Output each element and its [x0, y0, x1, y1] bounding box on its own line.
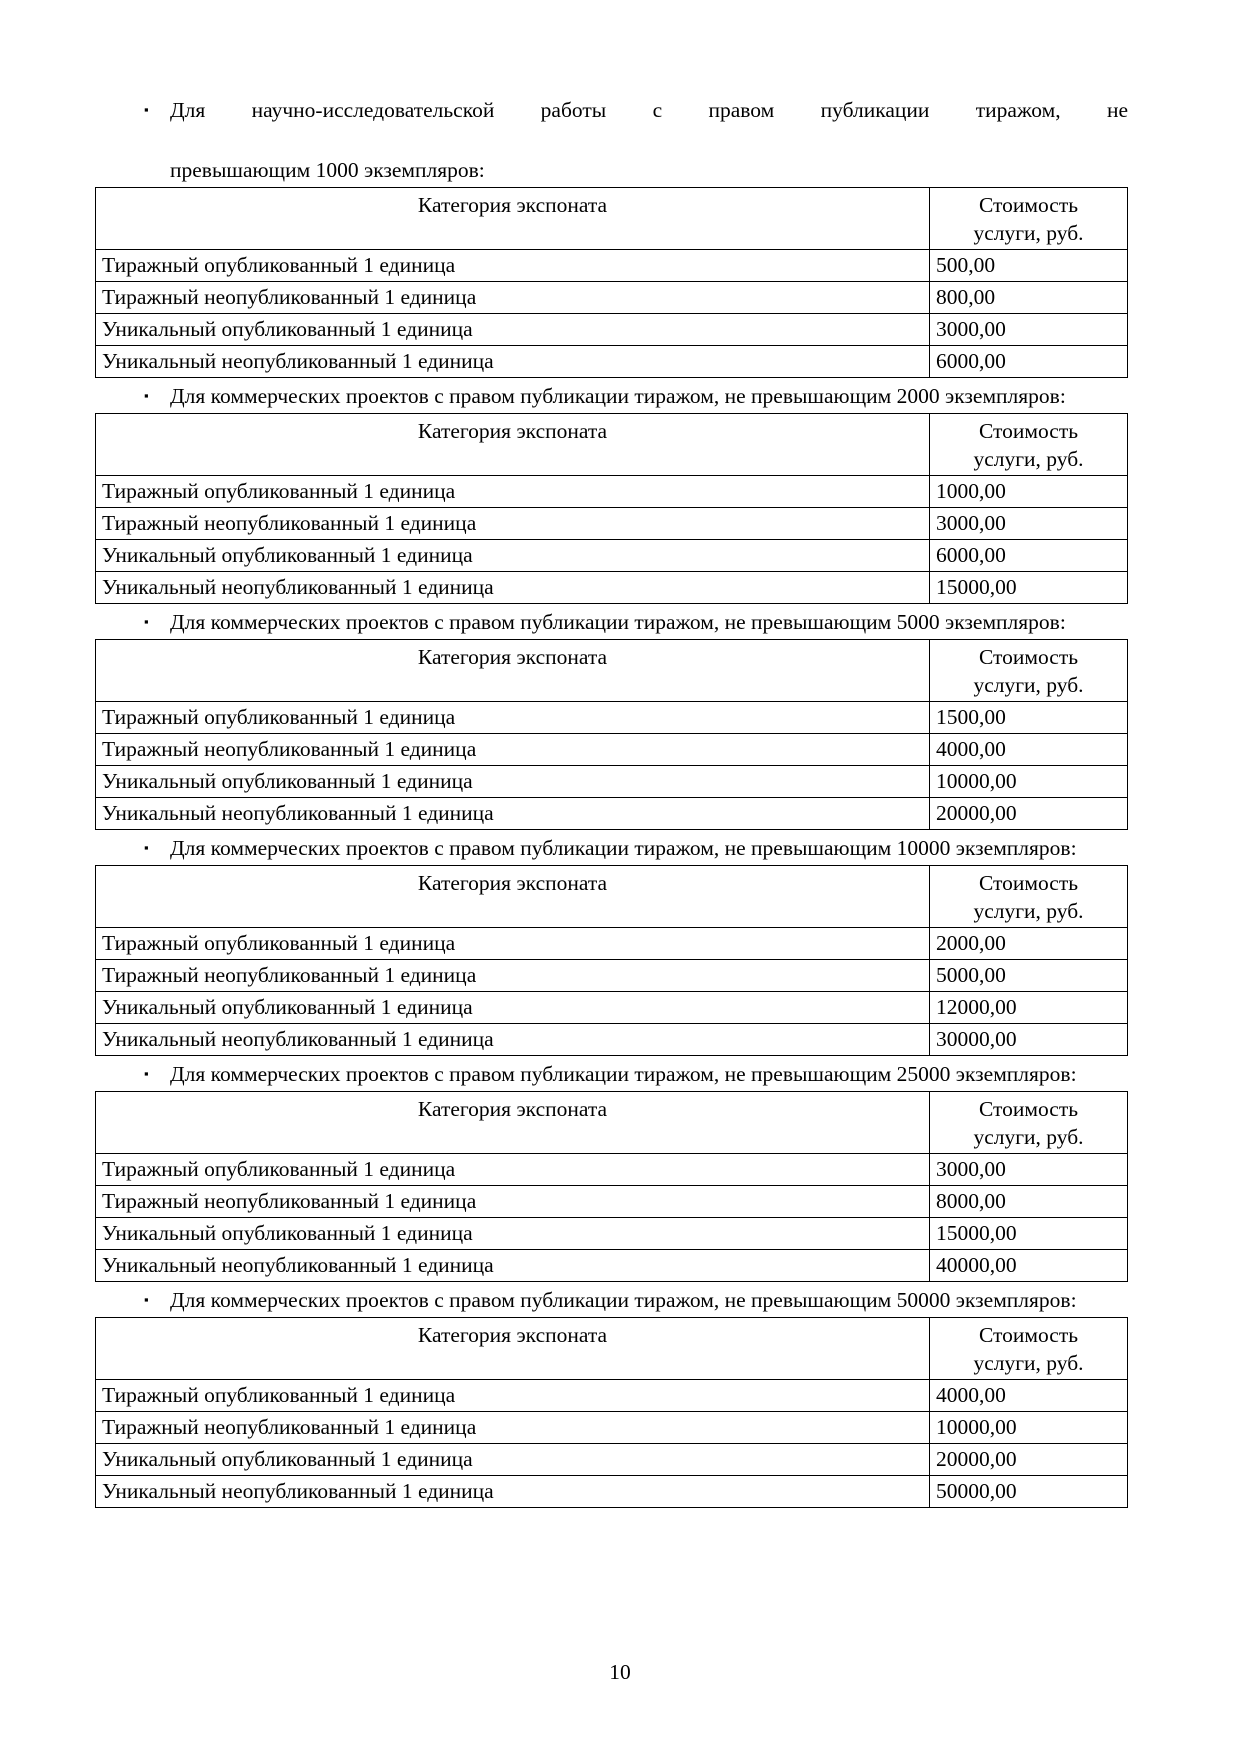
intro-line-1: Для коммерческих проектов с правом публикации тиражом, не превышающим 5000 — [170, 610, 940, 634]
price-table — [95, 639, 1128, 830]
row-price: 8000,00 — [930, 1186, 1128, 1218]
intro-line-2: экземпляров: — [945, 610, 1066, 634]
section-intro-text — [170, 1285, 1128, 1315]
row-label: Тиражный неопубликованный 1 единица — [96, 734, 930, 766]
header-price-line1: Стоимость — [978, 871, 1079, 895]
price-table — [95, 187, 1128, 378]
price-section — [95, 1285, 1128, 1508]
price-table — [95, 1091, 1128, 1282]
row-price: 50000,00 — [930, 1476, 1128, 1508]
bullet-icon: ▪ — [144, 1066, 149, 1081]
table-row — [96, 250, 1128, 282]
row-price: 40000,00 — [930, 1250, 1128, 1282]
section-intro — [95, 1059, 1128, 1089]
row-price: 6000,00 — [930, 540, 1128, 572]
bullet-icon: ▪ — [144, 388, 149, 403]
section-intro-text — [170, 381, 1128, 411]
row-label: Тиражный неопубликованный 1 единица — [96, 1412, 930, 1444]
header-price — [930, 866, 1128, 928]
row-label: Уникальный опубликованный 1 единица — [96, 314, 930, 346]
section-intro — [95, 381, 1128, 411]
row-label: Уникальный неопубликованный 1 единица — [96, 1476, 930, 1508]
price-section — [95, 607, 1128, 830]
table-row — [96, 1154, 1128, 1186]
table-row — [96, 1218, 1128, 1250]
price-table — [95, 413, 1128, 604]
section-intro-text — [170, 607, 1128, 637]
header-price-line1: Стоимость — [978, 645, 1079, 669]
row-price: 2000,00 — [930, 928, 1128, 960]
header-price — [930, 414, 1128, 476]
row-label: Уникальный опубликованный 1 единица — [96, 992, 930, 1024]
row-price: 10000,00 — [930, 766, 1128, 798]
section-intro — [95, 1285, 1128, 1315]
bullet-icon: ▪ — [144, 614, 149, 629]
table-row — [96, 1186, 1128, 1218]
price-table — [95, 1317, 1128, 1508]
row-price: 12000,00 — [930, 992, 1128, 1024]
intro-line-2: экземпляров: — [955, 836, 1077, 860]
table-header-row — [96, 1318, 1128, 1380]
table-row — [96, 702, 1128, 734]
price-section — [95, 381, 1128, 604]
table-row — [96, 1412, 1128, 1444]
header-price-line2: услуги, руб. — [973, 1125, 1084, 1149]
row-price: 3000,00 — [930, 508, 1128, 540]
row-price: 5000,00 — [930, 960, 1128, 992]
intro-line-1: Для научно-исследовательской работы с правом публикации тиражом, не — [170, 98, 1128, 122]
row-label: Уникальный опубликованный 1 единица — [96, 1218, 930, 1250]
table-row — [96, 1250, 1128, 1282]
row-label: Уникальный опубликованный 1 единица — [96, 540, 930, 572]
table-row — [96, 766, 1128, 798]
table-row — [96, 314, 1128, 346]
row-label: Уникальный неопубликованный 1 единица — [96, 798, 930, 830]
header-price-line2: услуги, руб. — [973, 221, 1084, 245]
header-category: Категория экспоната — [96, 640, 930, 702]
row-price: 4000,00 — [930, 1380, 1128, 1412]
section-intro-text — [170, 833, 1128, 863]
row-price: 15000,00 — [930, 1218, 1128, 1250]
header-price-line1: Стоимость — [978, 1323, 1079, 1347]
bullet-icon: ▪ — [144, 102, 149, 117]
table-row — [96, 476, 1128, 508]
intro-line-2: экземпляров: — [955, 1062, 1077, 1086]
table-row — [96, 928, 1128, 960]
header-price — [930, 1092, 1128, 1154]
header-price — [930, 640, 1128, 702]
header-price-line1: Стоимость — [978, 1097, 1079, 1121]
section-intro — [95, 607, 1128, 637]
row-label: Уникальный опубликованный 1 единица — [96, 766, 930, 798]
row-price: 500,00 — [930, 250, 1128, 282]
row-label: Уникальный неопубликованный 1 единица — [96, 346, 930, 378]
row-label: Тиражный опубликованный 1 единица — [96, 702, 930, 734]
section-intro — [95, 95, 1128, 185]
row-label: Тиражный опубликованный 1 единица — [96, 928, 930, 960]
table-row — [96, 1444, 1128, 1476]
row-label: Тиражный опубликованный 1 единица — [96, 476, 930, 508]
header-price — [930, 188, 1128, 250]
row-price: 15000,00 — [930, 572, 1128, 604]
row-label: Тиражный опубликованный 1 единица — [96, 1380, 930, 1412]
intro-line-2: экземпляров: — [955, 1288, 1077, 1312]
price-section — [95, 95, 1128, 378]
intro-line-1: Для коммерческих проектов с правом публикации тиражом, не превышающим 2000 — [170, 384, 940, 408]
table-row — [96, 798, 1128, 830]
table-row — [96, 1476, 1128, 1508]
price-section — [95, 833, 1128, 1056]
bullet-icon: ▪ — [144, 1292, 149, 1307]
header-price-line1: Стоимость — [978, 193, 1079, 217]
row-price: 800,00 — [930, 282, 1128, 314]
table-header-row — [96, 414, 1128, 476]
row-label: Тиражный неопубликованный 1 единица — [96, 1186, 930, 1218]
table-header-row — [96, 188, 1128, 250]
row-price: 10000,00 — [930, 1412, 1128, 1444]
table-row — [96, 1380, 1128, 1412]
header-price — [930, 1318, 1128, 1380]
page-number: 10 — [609, 1660, 631, 1684]
row-label: Уникальный неопубликованный 1 единица — [96, 572, 930, 604]
table-row — [96, 346, 1128, 378]
intro-line-2: экземпляров: — [945, 384, 1066, 408]
row-price: 1000,00 — [930, 476, 1128, 508]
row-price: 6000,00 — [930, 346, 1128, 378]
row-label: Тиражный неопубликованный 1 единица — [96, 282, 930, 314]
row-label: Уникальный опубликованный 1 единица — [96, 1444, 930, 1476]
row-label: Тиражный неопубликованный 1 единица — [96, 960, 930, 992]
header-price-line2: услуги, руб. — [973, 899, 1084, 923]
row-price: 1500,00 — [930, 702, 1128, 734]
price-section — [95, 1059, 1128, 1282]
table-row — [96, 1024, 1128, 1056]
table-header-row — [96, 1092, 1128, 1154]
intro-line-1: Для коммерческих проектов с правом публикации тиражом, не превышающим 25000 — [170, 1062, 951, 1086]
table-header-row — [96, 866, 1128, 928]
row-price: 20000,00 — [930, 798, 1128, 830]
table-row — [96, 992, 1128, 1024]
row-price: 30000,00 — [930, 1024, 1128, 1056]
row-label: Тиражный опубликованный 1 единица — [96, 1154, 930, 1186]
table-row — [96, 282, 1128, 314]
bullet-icon: ▪ — [144, 840, 149, 855]
row-label: Тиражный опубликованный 1 единица — [96, 250, 930, 282]
row-price: 3000,00 — [930, 1154, 1128, 1186]
header-price-line1: Стоимость — [978, 419, 1079, 443]
header-category: Категория экспоната — [96, 1092, 930, 1154]
section-intro — [95, 833, 1128, 863]
intro-line-2: превышающим 1000 экземпляров: — [170, 158, 485, 182]
table-row — [96, 572, 1128, 604]
header-category: Категория экспоната — [96, 414, 930, 476]
row-price: 4000,00 — [930, 734, 1128, 766]
price-table — [95, 865, 1128, 1056]
table-row — [96, 734, 1128, 766]
table-row — [96, 960, 1128, 992]
row-label: Уникальный неопубликованный 1 единица — [96, 1024, 930, 1056]
table-header-row — [96, 640, 1128, 702]
header-category: Категория экспоната — [96, 1318, 930, 1380]
intro-line-1: Для коммерческих проектов с правом публикации тиражом, не превышающим 10000 — [170, 836, 951, 860]
section-intro-text — [170, 1059, 1128, 1089]
header-category: Категория экспоната — [96, 866, 930, 928]
header-price-line2: услуги, руб. — [973, 1351, 1084, 1375]
table-row — [96, 540, 1128, 572]
header-price-line2: услуги, руб. — [973, 673, 1084, 697]
header-price-line2: услуги, руб. — [973, 447, 1084, 471]
section-intro-text — [170, 95, 1128, 185]
header-category: Категория экспоната — [96, 188, 930, 250]
intro-line-1: Для коммерческих проектов с правом публикации тиражом, не превышающим 50000 — [170, 1288, 951, 1312]
table-row — [96, 508, 1128, 540]
row-price: 20000,00 — [930, 1444, 1128, 1476]
row-label: Тиражный неопубликованный 1 единица — [96, 508, 930, 540]
row-price: 3000,00 — [930, 314, 1128, 346]
row-label: Уникальный неопубликованный 1 единица — [96, 1250, 930, 1282]
